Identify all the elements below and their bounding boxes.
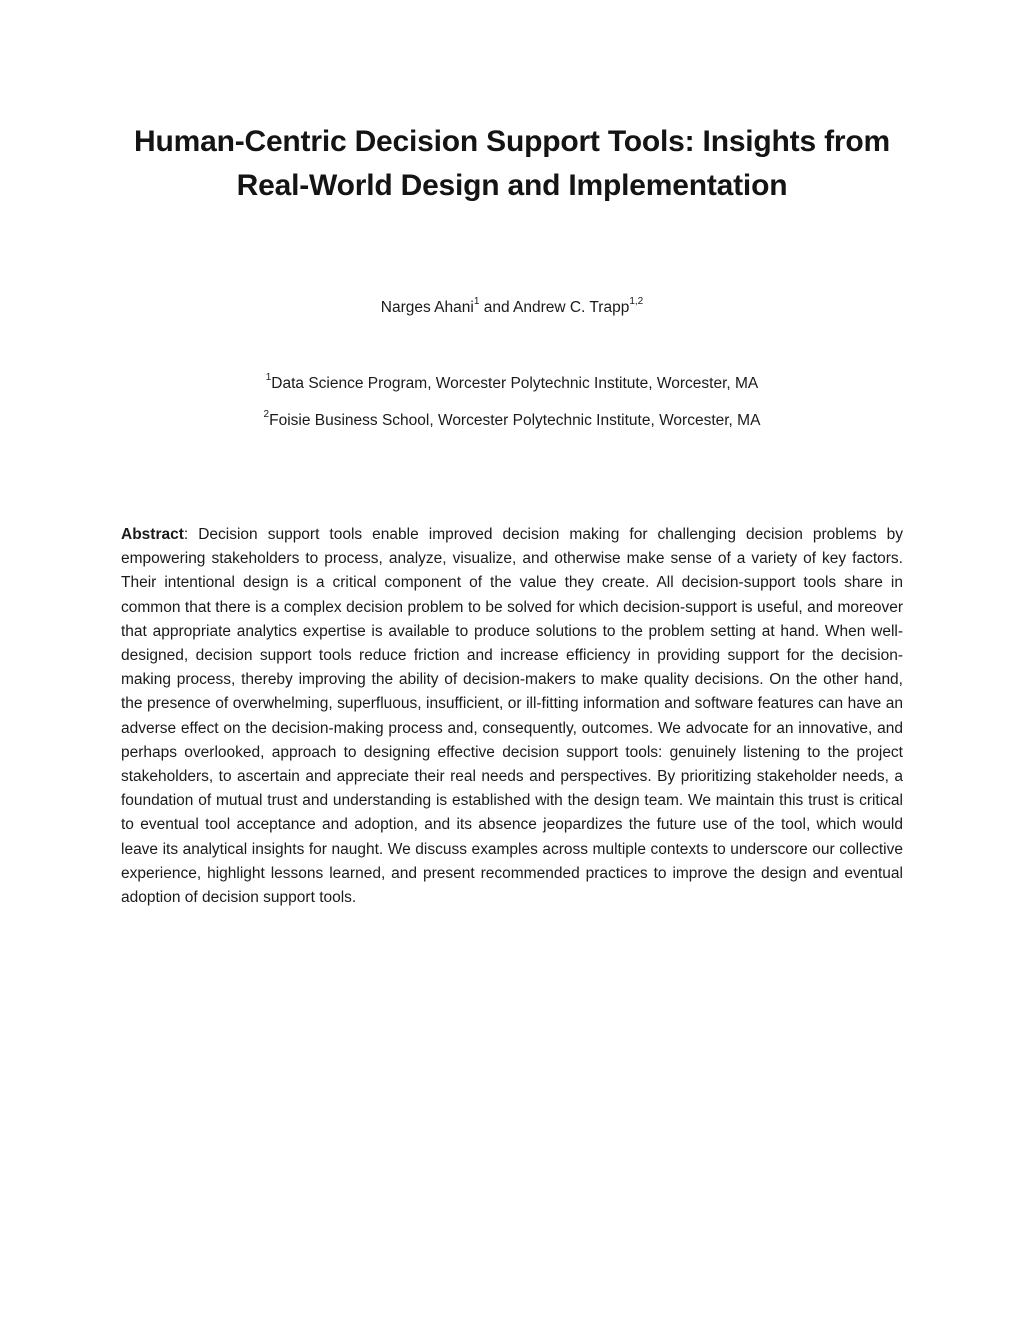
abstract-label: Abstract	[121, 526, 184, 543]
author-1-name: Narges Ahani	[380, 299, 474, 316]
author-1-affiliation-marker: 1	[473, 295, 480, 307]
paper-title	[100, 120, 924, 208]
abstract-paragraph	[121, 523, 903, 910]
affiliation-1-marker: 1	[265, 371, 272, 383]
affiliation-2	[100, 409, 924, 433]
paper-title-line-2: Real-World Design and Implementation	[236, 169, 788, 202]
paper-title-line-1: Human-Centric Decision Support Tools: Insights from	[134, 125, 890, 158]
author-list	[100, 296, 924, 320]
abstract-separator: :	[183, 526, 199, 543]
affiliation-2-text: Foisie Business School, Worcester Polytechnic Institute, Worcester, MA	[269, 412, 761, 429]
abstract-text: Decision support tools enable improved decision making for challenging decision problems by empowering stakeholders to process, analyze, visualize, and otherwise make sense of a variety of key factors. Their intentional design is a critical component of the value they create. All decision-support tools share in common that there is a complex decision problem to be solved for which decision-support is useful, and moreover that appropriate analytics expertise is available to produce solutions to the problem setting at hand. When well-designed, decision support tools reduce friction and increase efficiency in providing support for the decision-making process, thereby improving the ability of decision-makers to make quality decisions. On the other hand, the presence of overwhelming, superfluous, insufficient, or ill-fitting information and software features can have an adverse effect on the decision-making process and, consequently, outcomes. We advocate for an innovative, and perhaps overlooked, approach to designing effective decision support tools: genuinely listening to the project stakeholders, to ascertain and appreciate their real needs and perspectives. By prioritizing stakeholder needs, a foundation of mutual trust and understanding is established with the design team. We maintain this trust is critical to eventual tool acceptance and adoption, and its absence jeopardizes the future use of the tool, which would leave its analytical insights for naught. We discuss examples across multiple contexts to underscore our collective experience, highlight lessons learned, and present recommended practices to improve the design and eventual adoption of decision support tools.	[121, 526, 903, 907]
affiliation-1-text: Data Science Program, Worcester Polytechnic Institute, Worcester, MA	[271, 375, 759, 392]
author-2-name: Andrew C. Trapp	[513, 299, 630, 316]
affiliation-2-marker: 2	[263, 408, 270, 420]
author-conjunction: and	[479, 299, 514, 316]
affiliation-1	[100, 372, 924, 396]
author-2-affiliation-marker: 1,2	[629, 295, 644, 307]
